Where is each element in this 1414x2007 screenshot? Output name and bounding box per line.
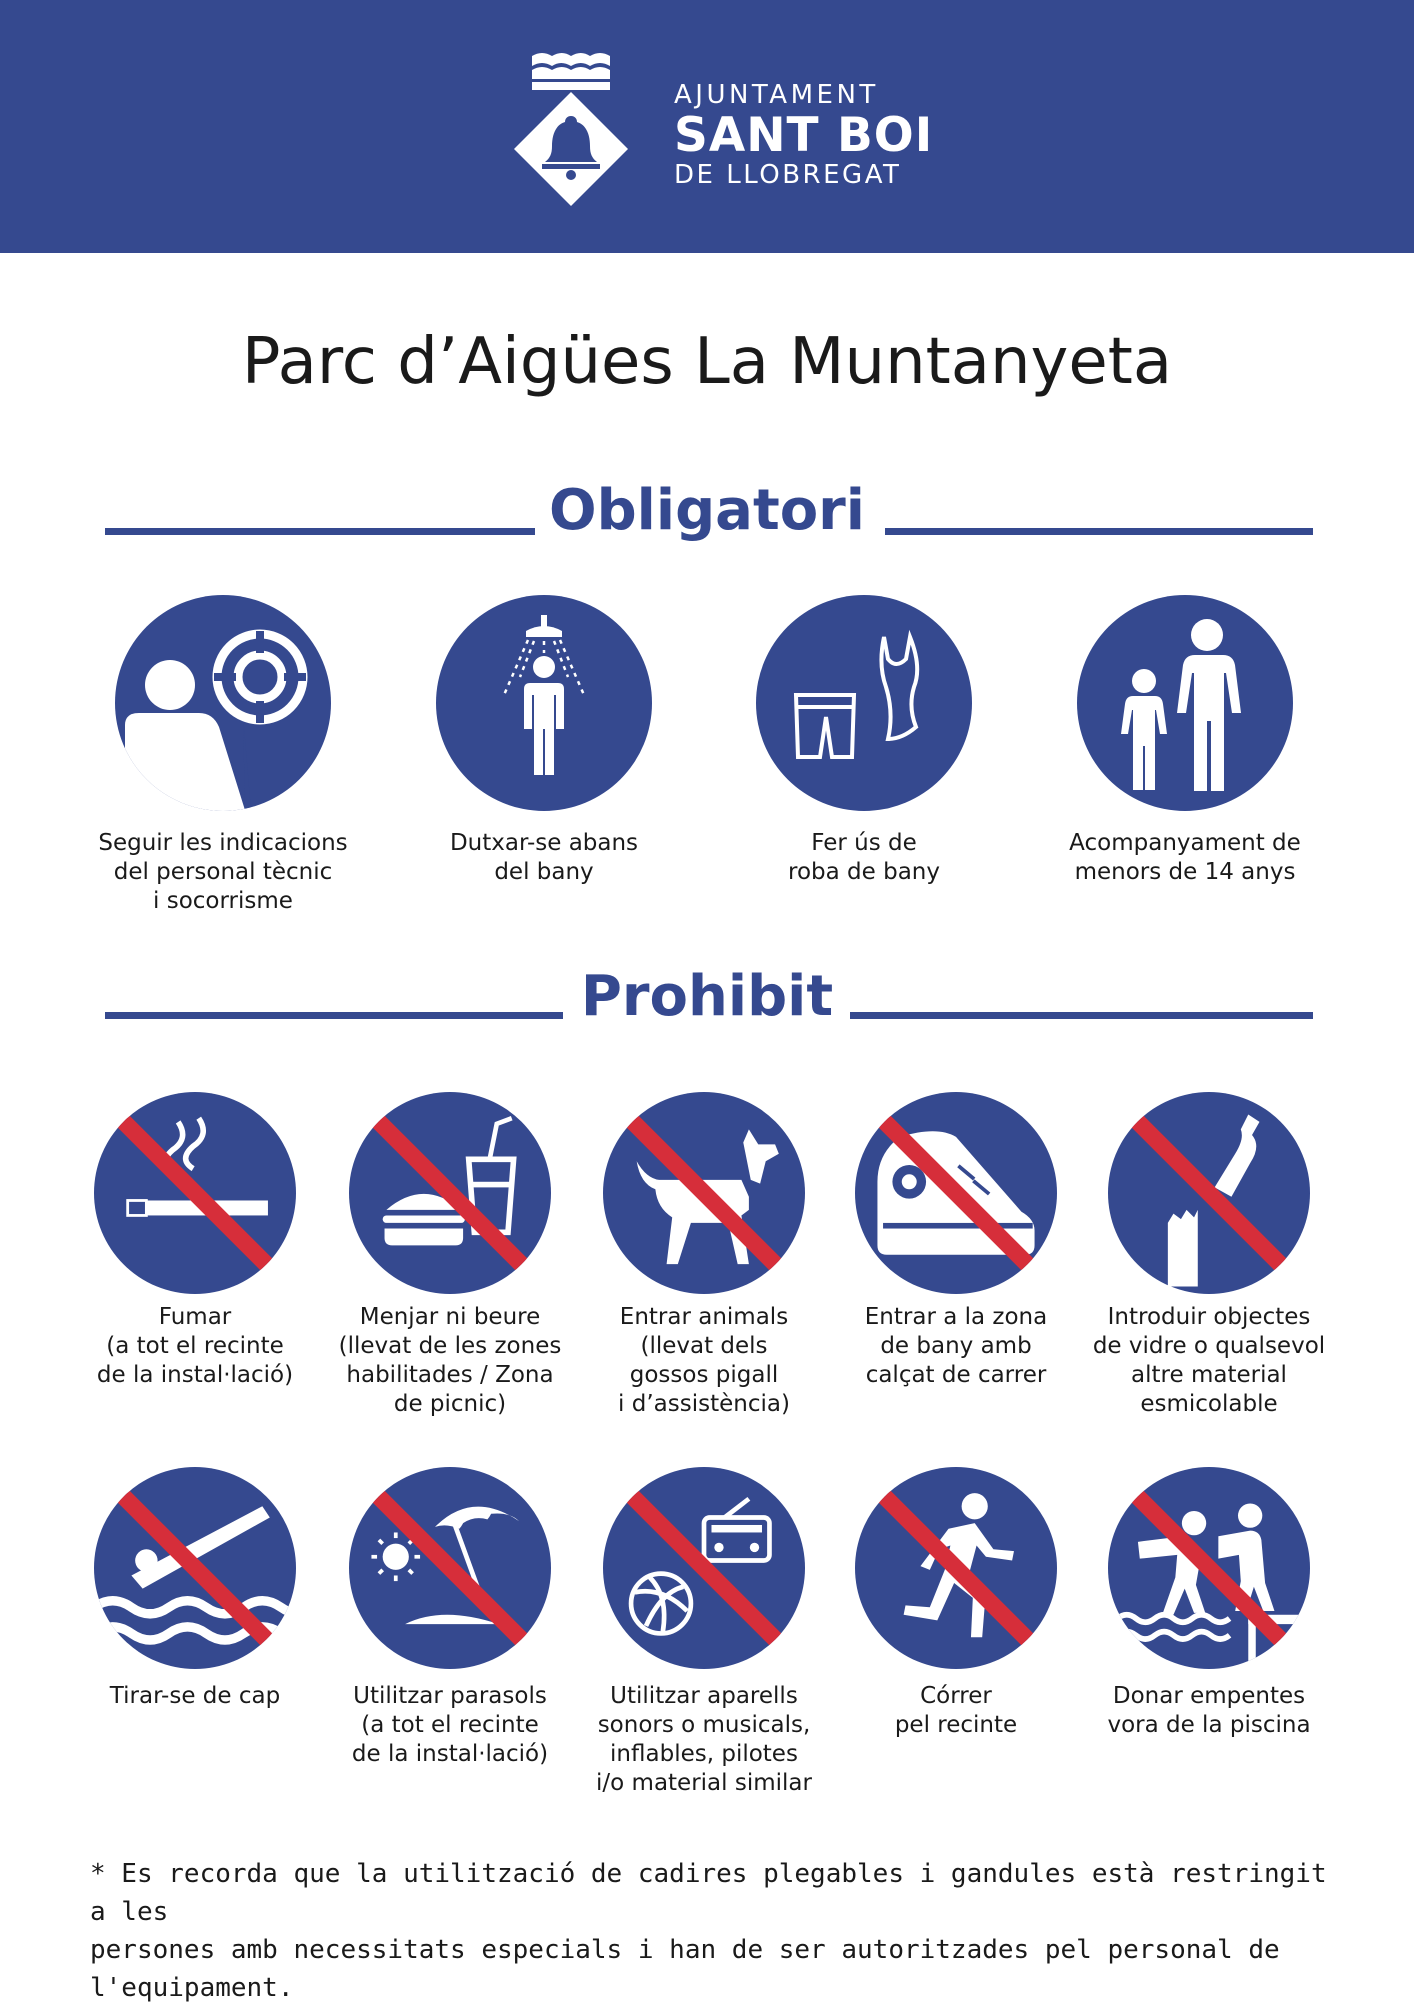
- prohibit-heading: [0, 964, 1414, 1044]
- page-title: Parc d’Aigües La Muntanyeta: [241, 325, 1173, 399]
- obligatori-heading: [0, 478, 1414, 558]
- no-smoking-icon: [94, 1092, 296, 1294]
- bell-crest-icon: [512, 52, 630, 210]
- heading-rule-right: [850, 1012, 1313, 1019]
- logo-line-2: SANT BOI: [674, 108, 934, 163]
- caption-no-street-shoes: Entrar a la zona de bany amb calçat de carrer: [864, 1304, 1048, 1388]
- lifeguard-icon: [115, 595, 331, 811]
- obligatori-label: Obligatori: [548, 478, 865, 543]
- caption-no-glass: Introduir objectes de vidre o qualsevol altre material esmicolable: [1092, 1304, 1326, 1417]
- caption-swimwear: Fer ús de roba de bany: [788, 830, 940, 885]
- no-food-icon: [349, 1092, 551, 1294]
- header-banner: [0, 0, 1414, 253]
- adult-child-icon: [1077, 595, 1293, 811]
- caption-no-smoking: Fumar (a tot el recinte de la instal·lació): [96, 1304, 294, 1388]
- caption-shower: Dutxar-se abans del bany: [449, 830, 639, 885]
- caption-no-diving: Tirar-se de cap: [109, 1683, 281, 1709]
- no-pushing-icon: [1108, 1467, 1310, 1669]
- logo-line-1: AJUNTAMENT: [674, 80, 879, 110]
- no-street-shoes-icon: [855, 1092, 1057, 1294]
- shower-icon: [436, 595, 652, 811]
- caption-no-umbrella: Utilitzar parasols (a tot el recinte de la instal·lació): [351, 1683, 549, 1767]
- prohibit-label: Prohibit: [580, 964, 834, 1029]
- no-diving-icon: [94, 1467, 296, 1669]
- caption-lifeguard: Seguir les indicacions del personal tècnic i socorrisme: [98, 830, 348, 914]
- no-glass-icon: [1108, 1092, 1310, 1294]
- footnote: * Es recorda que la utilització de cadires plegables i gandules està restringit a les persones amb necessitats especials i han de ser autoritzades pel personal de l'equipament.: [90, 1859, 1327, 2003]
- swimwear-icon: [756, 595, 972, 811]
- caption-no-pushing: Donar empentes vora de la piscina: [1107, 1683, 1311, 1738]
- caption-no-radio-ball: Utilitzar aparells sonors o musicals, inflables, pilotes i/o material similar: [596, 1683, 812, 1796]
- caption-no-food: Menjar ni beure (llevat de les zones habilitades / Zona de picnic): [338, 1304, 562, 1417]
- no-radio-ball-icon: [603, 1467, 805, 1669]
- caption-no-running: Córrer pel recinte: [894, 1683, 1018, 1738]
- no-running-icon: [855, 1467, 1057, 1669]
- caption-no-animals: Entrar animals (llevat dels gossos pigall i d’assistència): [618, 1304, 790, 1417]
- no-umbrella-icon: [349, 1467, 551, 1669]
- logo-line-3: DE LLOBREGAT: [674, 160, 902, 190]
- caption-adult-child: Acompanyament de menors de 14 anys: [1069, 830, 1301, 885]
- no-animals-icon: [603, 1092, 805, 1294]
- heading-rule-right: [885, 528, 1313, 535]
